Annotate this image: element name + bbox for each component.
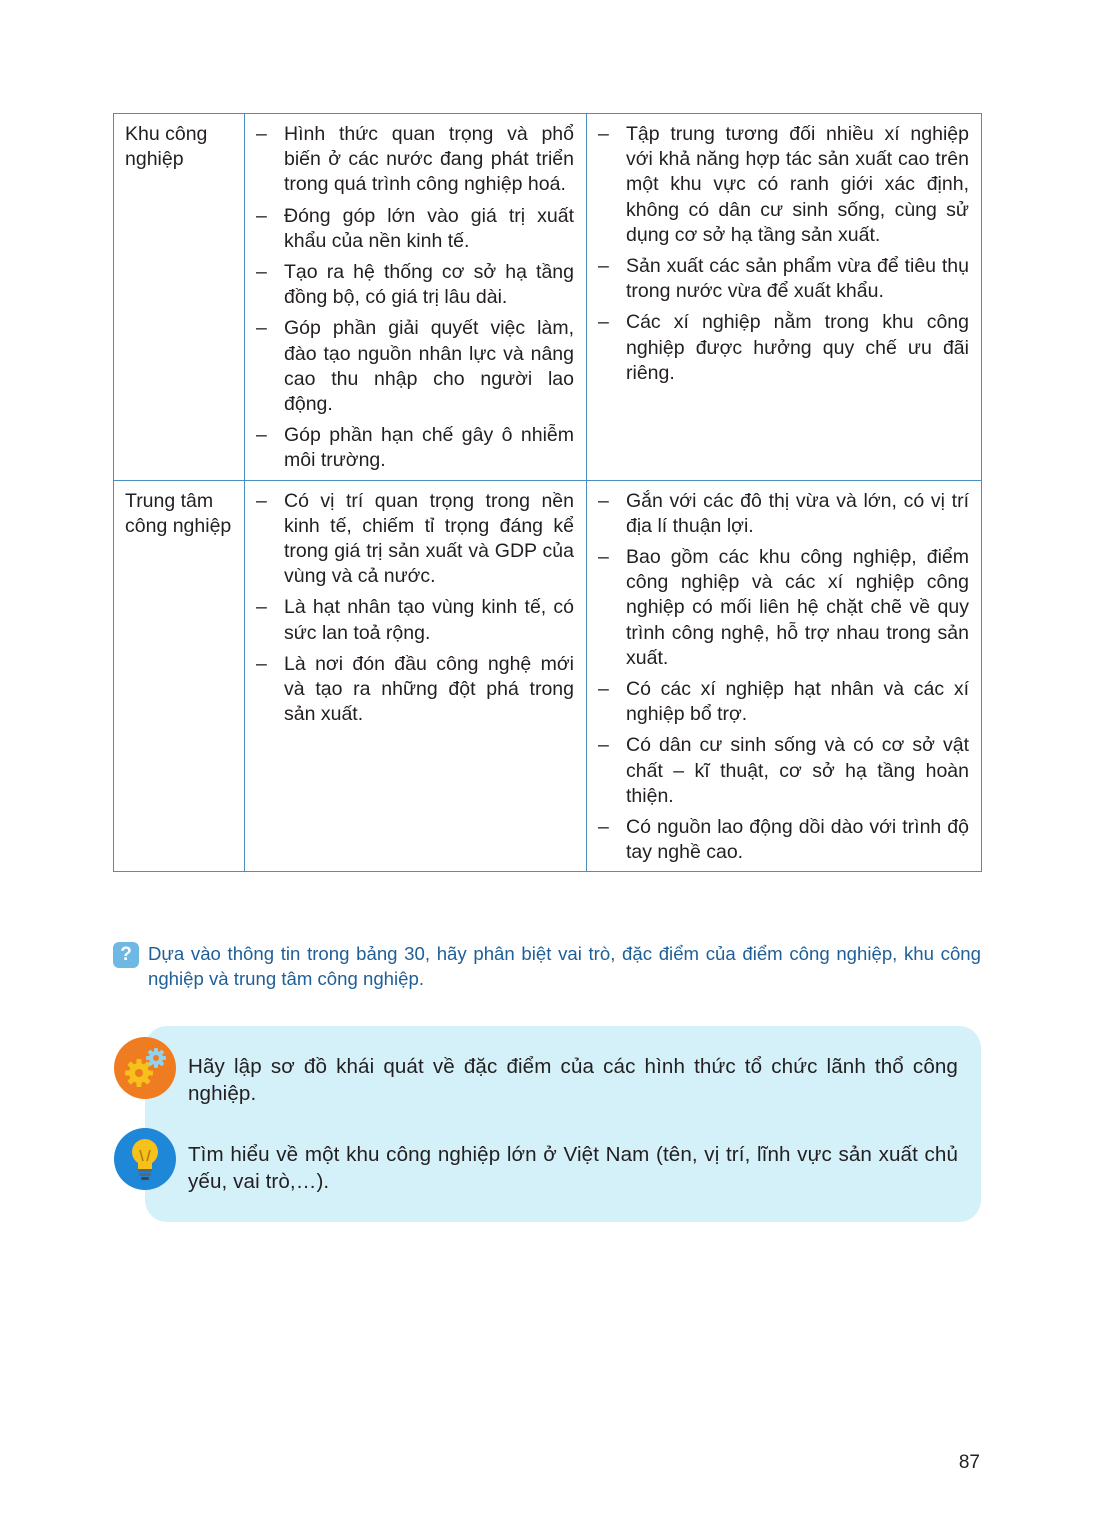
list-item: – Gắn với các đô thị vừa và lớn, có vị trí địa lí thuận lợi.: [598, 489, 969, 539]
roles-cell: [245, 480, 587, 872]
table-row: [114, 480, 982, 872]
list-item: – Có nguồn lao động dồi dào với trình độ tay nghề cao.: [598, 815, 969, 865]
list-item: – Sản xuất các sản phẩm vừa để tiêu thụ trong nước vừa để xuất khẩu.: [598, 254, 969, 304]
list-item: – Là nơi đón đầu công nghệ mới và tạo ra những đột phá trong sản xuất.: [256, 652, 574, 728]
list-item: – Có các xí nghiệp hạt nhân và các xí nghiệp bổ trợ.: [598, 677, 969, 727]
list-item: – Bao gồm các khu công nghiệp, điểm công nghiệp và các xí nghiệp công nghiệp có mối liên hệ chặt chẽ về quy trình công nghệ, hỗ trợ nhau trong sản xuất.: [598, 545, 969, 671]
table-row: [114, 114, 982, 481]
gears-icon: [114, 1037, 176, 1099]
list-item: – Các xí nghiệp nằm trong khu công nghiệp được hưởng quy chế ưu đãi riêng.: [598, 310, 969, 386]
list-item: – Góp phần hạn chế gây ô nhiễm môi trường.: [256, 423, 574, 473]
list-item: – Hình thức quan trọng và phổ biến ở các nước đang phát triển trong quá trình công nghiệp hoá.: [256, 122, 574, 198]
list-item: – Là hạt nhân tạo vùng kinh tế, có sức lan toả rộng.: [256, 595, 574, 645]
lightbulb-icon: [114, 1128, 176, 1190]
row-name: Khu công nghiệp: [125, 123, 208, 171]
apply-task-text: Tìm hiểu về một khu công nghiệp lớn ở Việt Nam (tên, vị trí, lĩnh vực sản xuất chủ yếu, vai trò,…).: [188, 1143, 958, 1193]
list-item: – Tạo ra hệ thống cơ sở hạ tầng đồng bộ, có giá trị lâu dài.: [256, 260, 574, 310]
list-item: – Có vị trí quan trọng trong nền kinh tế, chiếm tỉ trọng đáng kể trong giá trị sản xuất và GDP của vùng và cả nước.: [256, 489, 574, 590]
question-text: Dựa vào thông tin trong bảng 30, hãy phân biệt vai trò, đặc điểm của điểm công nghiệp, khu công nghiệp và trung tâm công nghiệp.: [148, 943, 981, 989]
list-item: – Đóng góp lớn vào giá trị xuất khẩu của nền kinh tế.: [256, 204, 574, 254]
features-cell: [587, 114, 982, 481]
features-cell: [587, 480, 982, 872]
industrial-organization-table: [113, 113, 982, 872]
page-number: 87: [958, 1452, 980, 1473]
practice-task-text: Hãy lập sơ đồ khái quát về đặc điểm của các hình thức tổ chức lãnh thổ công nghiệp.: [188, 1055, 958, 1105]
question-icon: ?: [113, 942, 139, 968]
row-name-cell: [114, 480, 245, 872]
roles-cell: [245, 114, 587, 481]
list-item: – Tập trung tương đối nhiều xí nghiệp với khả năng hợp tác sản xuất cao trên một khu vực có ranh giới xác định, không có dân cư sinh sống, cùng sử dụng cơ sở hạ tầng sản xuất.: [598, 122, 969, 248]
list-item: – Góp phần giải quyết việc làm, đào tạo nguồn nhân lực và nâng cao thu nhập cho người lao động.: [256, 316, 574, 417]
row-name-cell: [114, 114, 245, 481]
list-item: – Có dân cư sinh sống và có cơ sở vật chất – kĩ thuật, cơ sở hạ tầng hoàn thiện.: [598, 733, 969, 809]
row-name: Trung tâm công nghiệp: [125, 489, 232, 537]
